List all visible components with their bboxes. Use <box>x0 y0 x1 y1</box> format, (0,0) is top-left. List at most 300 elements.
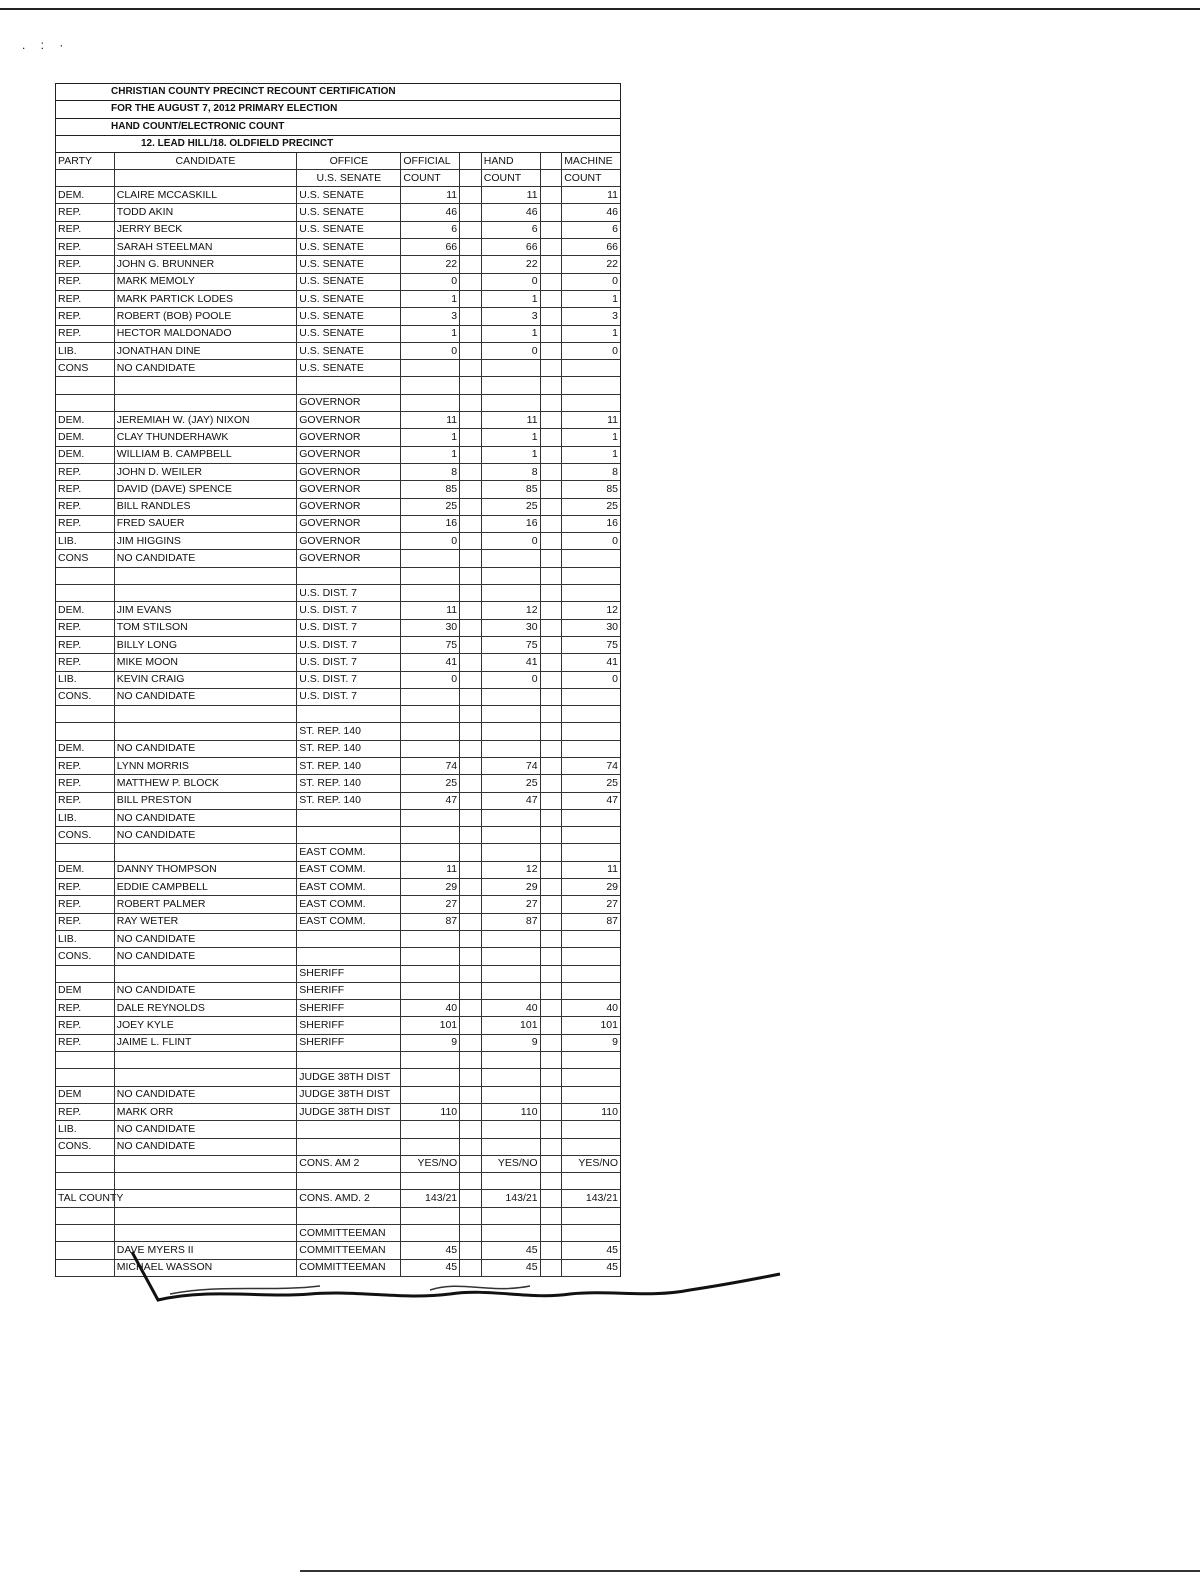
col-gap-1 <box>460 153 482 170</box>
hand-count-cell: 12 <box>481 861 540 878</box>
table-row <box>56 827 620 844</box>
table-row <box>56 498 620 515</box>
gap-cell <box>460 308 482 325</box>
official-count-cell <box>401 930 460 947</box>
party-cell: DEM. <box>56 602 114 619</box>
candidate-cell: MICHAEL WASSON <box>114 1259 297 1276</box>
hand-count-cell: 40 <box>481 1000 540 1017</box>
party-cell <box>56 1155 114 1172</box>
gap-cell <box>460 879 482 896</box>
hand-count-cell <box>481 1173 540 1190</box>
hand-count-cell: 0 <box>481 671 540 688</box>
party-cell <box>56 394 114 411</box>
gap-cell <box>540 1155 562 1172</box>
gap-cell <box>540 861 562 878</box>
office-cell: U.S. SENATE <box>297 308 401 325</box>
candidate-cell <box>114 394 297 411</box>
machine-count-cell <box>562 585 620 602</box>
col-machine-sub: COUNT <box>562 170 620 187</box>
gap-cell <box>460 1138 482 1155</box>
official-count-cell: 11 <box>401 412 460 429</box>
gap-cell <box>460 861 482 878</box>
official-count-cell: 1 <box>401 290 460 307</box>
gap-cell <box>460 1121 482 1138</box>
machine-count-cell: 1 <box>562 325 620 342</box>
gap-cell <box>540 1173 562 1190</box>
party-cell: CONS <box>56 550 114 567</box>
gap-cell <box>540 879 562 896</box>
office-cell <box>297 706 401 723</box>
table-row <box>56 412 620 429</box>
office-cell: GOVERNOR <box>297 515 401 532</box>
machine-count-cell <box>562 567 620 584</box>
col-gap-2 <box>540 153 562 170</box>
party-cell: REP. <box>56 481 114 498</box>
hand-count-cell <box>481 965 540 982</box>
official-count-cell <box>401 1207 460 1224</box>
party-cell: CONS. <box>56 827 114 844</box>
gap-cell <box>540 308 562 325</box>
table-row <box>56 567 620 584</box>
official-count-cell <box>401 809 460 826</box>
hand-count-cell <box>481 706 540 723</box>
official-count-cell: 25 <box>401 498 460 515</box>
table-row <box>56 1121 620 1138</box>
candidate-cell: LYNN MORRIS <box>114 757 297 774</box>
gap-cell <box>540 239 562 256</box>
official-count-cell <box>401 740 460 757</box>
gap-cell <box>460 567 482 584</box>
machine-count-cell: 87 <box>562 913 620 930</box>
hand-count-cell: 3 <box>481 308 540 325</box>
party-cell <box>56 965 114 982</box>
hand-count-cell: 47 <box>481 792 540 809</box>
gap-cell <box>460 1190 482 1207</box>
table-row <box>56 325 620 342</box>
table-row <box>56 515 620 532</box>
header-election: FOR THE AUGUST 7, 2012 PRIMARY ELECTION <box>56 101 620 118</box>
candidate-cell <box>114 965 297 982</box>
hand-count-cell: 45 <box>481 1259 540 1276</box>
gap-cell <box>460 256 482 273</box>
table-row <box>56 896 620 913</box>
gap-cell <box>460 1155 482 1172</box>
gap-cell <box>540 585 562 602</box>
official-count-cell: 101 <box>401 1017 460 1034</box>
hand-count-cell <box>481 723 540 740</box>
gap-cell <box>540 619 562 636</box>
office-cell: GOVERNOR <box>297 463 401 480</box>
machine-count-cell <box>562 688 620 705</box>
hand-count-cell <box>481 1052 540 1069</box>
scan-top-edge <box>0 8 1200 10</box>
machine-count-cell: 47 <box>562 792 620 809</box>
gap-cell <box>540 533 562 550</box>
table-row <box>56 654 620 671</box>
machine-count-cell <box>562 844 620 861</box>
machine-count-cell <box>562 360 620 377</box>
hand-count-cell <box>481 1207 540 1224</box>
office-cell: SHERIFF <box>297 1034 401 1051</box>
hand-count-cell: 11 <box>481 187 540 204</box>
office-cell: ST. REP. 140 <box>297 775 401 792</box>
official-count-cell <box>401 1173 460 1190</box>
machine-count-cell: 45 <box>562 1259 620 1276</box>
gap-cell <box>540 567 562 584</box>
hand-count-cell <box>481 930 540 947</box>
candidate-cell: NO CANDIDATE <box>114 948 297 965</box>
results-body <box>56 187 620 1277</box>
gap-cell <box>460 740 482 757</box>
hand-count-cell <box>481 394 540 411</box>
official-count-cell <box>401 1069 460 1086</box>
official-count-cell <box>401 982 460 999</box>
column-header-row <box>56 153 620 170</box>
table-row <box>56 290 620 307</box>
candidate-cell <box>114 723 297 740</box>
candidate-cell: NO CANDIDATE <box>114 550 297 567</box>
office-cell: SHERIFF <box>297 982 401 999</box>
machine-count-cell: 46 <box>562 204 620 221</box>
official-count-cell: 1 <box>401 446 460 463</box>
gap-cell <box>460 533 482 550</box>
candidate-cell: JOEY KYLE <box>114 1017 297 1034</box>
table-row <box>56 930 620 947</box>
table-row <box>56 394 620 411</box>
machine-count-cell: 25 <box>562 775 620 792</box>
candidate-cell: ROBERT PALMER <box>114 896 297 913</box>
office-cell: GOVERNOR <box>297 446 401 463</box>
party-cell: REP. <box>56 757 114 774</box>
candidate-cell: JIM HIGGINS <box>114 533 297 550</box>
machine-count-cell <box>562 1121 620 1138</box>
machine-count-cell <box>562 965 620 982</box>
hand-count-cell <box>481 948 540 965</box>
gap-cell <box>540 982 562 999</box>
office-cell: ST. REP. 140 <box>297 792 401 809</box>
official-count-cell: 110 <box>401 1103 460 1120</box>
gap-cell <box>540 723 562 740</box>
hand-count-cell: 75 <box>481 636 540 653</box>
gap-cell <box>540 775 562 792</box>
official-count-cell: 3 <box>401 308 460 325</box>
candidate-cell: NO CANDIDATE <box>114 827 297 844</box>
party-cell: LIB. <box>56 809 114 826</box>
gap-cell <box>460 204 482 221</box>
gap-cell <box>460 1034 482 1051</box>
gap-cell <box>540 654 562 671</box>
candidate-cell <box>114 844 297 861</box>
gap-cell <box>460 723 482 740</box>
results-table <box>56 153 620 1277</box>
table-row <box>56 308 620 325</box>
machine-count-cell <box>562 723 620 740</box>
machine-count-cell: 74 <box>562 757 620 774</box>
hand-count-cell <box>481 377 540 394</box>
official-count-cell: 6 <box>401 221 460 238</box>
gap-cell <box>540 481 562 498</box>
office-cell <box>297 827 401 844</box>
candidate-cell: TODD AKIN <box>114 204 297 221</box>
table-row <box>56 342 620 359</box>
candidate-cell: BILL RANDLES <box>114 498 297 515</box>
gap-cell <box>540 1190 562 1207</box>
candidate-cell: JOHN D. WEILER <box>114 463 297 480</box>
table-row <box>56 463 620 480</box>
candidate-cell: NO CANDIDATE <box>114 1121 297 1138</box>
office-cell: GOVERNOR <box>297 498 401 515</box>
official-count-cell: 85 <box>401 481 460 498</box>
col-hand: HAND <box>481 153 540 170</box>
gap-cell <box>460 930 482 947</box>
gap-cell <box>460 602 482 619</box>
candidate-cell: NO CANDIDATE <box>114 1138 297 1155</box>
machine-count-cell: 22 <box>562 256 620 273</box>
candidate-cell: MARK PARTICK LODES <box>114 290 297 307</box>
office-cell: U.S. SENATE <box>297 360 401 377</box>
office-cell: U.S. SENATE <box>297 221 401 238</box>
party-cell: REP. <box>56 1103 114 1120</box>
gap-cell <box>540 1000 562 1017</box>
party-cell <box>56 585 114 602</box>
gap-cell <box>460 429 482 446</box>
official-count-cell: 0 <box>401 342 460 359</box>
hand-count-cell <box>481 1225 540 1242</box>
candidate-cell: MARK ORR <box>114 1103 297 1120</box>
party-cell: DEM. <box>56 429 114 446</box>
hand-count-cell: 25 <box>481 498 540 515</box>
gap-cell <box>540 844 562 861</box>
official-count-cell <box>401 585 460 602</box>
office-cell: U.S. DIST. 7 <box>297 671 401 688</box>
machine-count-cell: 27 <box>562 896 620 913</box>
gap-cell <box>460 965 482 982</box>
party-cell <box>56 567 114 584</box>
col-office: OFFICE <box>297 153 401 170</box>
hand-count-cell: 0 <box>481 273 540 290</box>
party-cell: REP. <box>56 256 114 273</box>
candidate-cell: KEVIN CRAIG <box>114 671 297 688</box>
gap-cell <box>540 498 562 515</box>
machine-count-cell: 41 <box>562 654 620 671</box>
candidate-cell: EDDIE CAMPBELL <box>114 879 297 896</box>
hand-count-cell <box>481 1069 540 1086</box>
office-cell: EAST COMM. <box>297 879 401 896</box>
gap-cell <box>460 654 482 671</box>
column-subheader-row <box>56 170 620 187</box>
party-cell: REP. <box>56 879 114 896</box>
office-cell: GOVERNOR <box>297 481 401 498</box>
official-count-cell <box>401 1052 460 1069</box>
gap-cell <box>460 585 482 602</box>
candidate-cell: JIM EVANS <box>114 602 297 619</box>
hand-count-cell: 87 <box>481 913 540 930</box>
candidate-cell: NO CANDIDATE <box>114 688 297 705</box>
gap-cell <box>540 187 562 204</box>
machine-count-cell <box>562 827 620 844</box>
official-count-cell: 29 <box>401 879 460 896</box>
official-count-cell <box>401 567 460 584</box>
header-count-type: HAND COUNT/ELECTRONIC COUNT <box>56 119 620 136</box>
candidate-cell: JOHN G. BRUNNER <box>114 256 297 273</box>
machine-count-cell: 1 <box>562 290 620 307</box>
table-row <box>56 481 620 498</box>
office-cell <box>297 377 401 394</box>
table-row <box>56 757 620 774</box>
office-cell: U.S. SENATE <box>297 204 401 221</box>
hand-count-cell: 1 <box>481 290 540 307</box>
party-cell: REP. <box>56 913 114 930</box>
official-count-cell: 75 <box>401 636 460 653</box>
office-cell: EAST COMM. <box>297 913 401 930</box>
office-cell: U.S. SENATE <box>297 273 401 290</box>
official-count-cell: 0 <box>401 273 460 290</box>
gap-cell <box>540 827 562 844</box>
party-cell: REP. <box>56 1034 114 1051</box>
header-title: CHRISTIAN COUNTY PRECINCT RECOUNT CERTIFICATION <box>56 84 620 101</box>
table-row <box>56 775 620 792</box>
office-cell: U.S. SENATE <box>297 256 401 273</box>
candidate-cell: FRED SAUER <box>114 515 297 532</box>
office-cell <box>297 1138 401 1155</box>
office-cell: SHERIFF <box>297 1017 401 1034</box>
machine-count-cell: YES/NO <box>562 1155 620 1172</box>
gap-cell <box>540 636 562 653</box>
official-count-cell: 8 <box>401 463 460 480</box>
gap-cell <box>540 1069 562 1086</box>
hand-count-cell: 66 <box>481 239 540 256</box>
hand-count-cell <box>481 982 540 999</box>
party-cell <box>56 1207 114 1224</box>
hand-count-cell: 8 <box>481 463 540 480</box>
hand-count-cell <box>481 1086 540 1103</box>
candidate-cell: NO CANDIDATE <box>114 740 297 757</box>
table-row <box>56 982 620 999</box>
machine-count-cell <box>562 394 620 411</box>
gap-cell <box>540 325 562 342</box>
hand-count-cell: YES/NO <box>481 1155 540 1172</box>
machine-count-cell <box>562 1138 620 1155</box>
hand-count-cell <box>481 740 540 757</box>
candidate-cell <box>114 706 297 723</box>
office-cell <box>297 1173 401 1190</box>
official-count-cell: 87 <box>401 913 460 930</box>
table-row <box>56 204 620 221</box>
gap-cell <box>540 273 562 290</box>
party-cell: REP. <box>56 308 114 325</box>
candidate-cell: WILLIAM B. CAMPBELL <box>114 446 297 463</box>
table-row <box>56 273 620 290</box>
party-cell <box>56 377 114 394</box>
official-count-cell <box>401 550 460 567</box>
office-cell: JUDGE 38TH DIST <box>297 1103 401 1120</box>
office-cell <box>297 948 401 965</box>
party-cell <box>56 1259 114 1276</box>
official-count-cell: 45 <box>401 1242 460 1259</box>
header-precinct: 12. LEAD HILL/18. OLDFIELD PRECINCT <box>56 136 620 153</box>
party-cell <box>56 706 114 723</box>
hand-count-cell <box>481 1138 540 1155</box>
gap-cell <box>540 1138 562 1155</box>
machine-count-cell <box>562 550 620 567</box>
machine-count-cell <box>562 377 620 394</box>
machine-count-cell: 12 <box>562 602 620 619</box>
official-count-cell <box>401 844 460 861</box>
machine-count-cell <box>562 1207 620 1224</box>
gap-cell <box>540 515 562 532</box>
table-row <box>56 861 620 878</box>
table-row <box>56 706 620 723</box>
recount-certification-sheet <box>55 83 621 1277</box>
machine-count-cell <box>562 740 620 757</box>
office-cell: GOVERNOR <box>297 412 401 429</box>
candidate-cell: BILLY LONG <box>114 636 297 653</box>
official-count-cell: 46 <box>401 204 460 221</box>
gap-cell <box>460 706 482 723</box>
party-cell: REP. <box>56 290 114 307</box>
gap-cell <box>460 550 482 567</box>
official-count-cell <box>401 706 460 723</box>
hand-count-cell <box>481 827 540 844</box>
party-cell: REP. <box>56 221 114 238</box>
gap-cell <box>540 1103 562 1120</box>
gap-cell <box>540 446 562 463</box>
party-cell: CONS. <box>56 688 114 705</box>
official-count-cell: 66 <box>401 239 460 256</box>
gap-cell <box>540 792 562 809</box>
official-count-cell: 27 <box>401 896 460 913</box>
party-cell: DEM. <box>56 446 114 463</box>
hand-count-cell <box>481 1121 540 1138</box>
gap-cell <box>460 982 482 999</box>
table-row <box>56 671 620 688</box>
gap-cell <box>460 948 482 965</box>
table-row <box>56 602 620 619</box>
gap-cell <box>540 671 562 688</box>
hand-count-cell: 30 <box>481 619 540 636</box>
official-count-cell: 0 <box>401 533 460 550</box>
gap-cell <box>540 965 562 982</box>
hand-count-cell <box>481 550 540 567</box>
scan-bottom-edge <box>300 1570 1200 1572</box>
gap-cell <box>540 1017 562 1034</box>
party-cell <box>56 1242 114 1259</box>
candidate-cell: JERRY BECK <box>114 221 297 238</box>
table-row <box>56 619 620 636</box>
party-cell: REP. <box>56 204 114 221</box>
candidate-cell: NO CANDIDATE <box>114 930 297 947</box>
candidate-cell <box>114 1207 297 1224</box>
party-cell: DEM. <box>56 412 114 429</box>
gap-cell <box>460 913 482 930</box>
party-cell: LIB. <box>56 930 114 947</box>
official-count-cell: 11 <box>401 861 460 878</box>
table-row <box>56 1017 620 1034</box>
party-cell: REP. <box>56 239 114 256</box>
gap-cell <box>460 394 482 411</box>
gap-cell <box>540 602 562 619</box>
candidate-cell: HECTOR MALDONADO <box>114 325 297 342</box>
party-cell <box>56 1173 114 1190</box>
hand-count-cell: 9 <box>481 1034 540 1051</box>
gap-cell <box>460 1173 482 1190</box>
gap-cell <box>460 342 482 359</box>
hand-count-cell: 74 <box>481 757 540 774</box>
candidate-cell <box>114 1173 297 1190</box>
table-row <box>56 723 620 740</box>
hand-count-cell: 1 <box>481 325 540 342</box>
official-count-cell: 11 <box>401 187 460 204</box>
